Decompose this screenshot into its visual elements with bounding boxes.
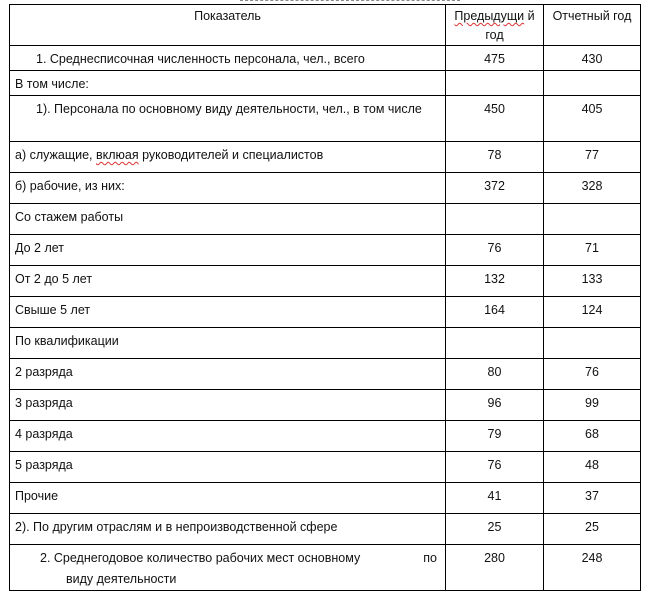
row-current-value bbox=[544, 204, 641, 235]
header-current-year: Отчетный год bbox=[544, 5, 641, 46]
table-row bbox=[10, 483, 641, 514]
row-previous-value: 25 bbox=[446, 514, 544, 545]
row-label-part3: виду деятельности bbox=[66, 572, 177, 586]
row-label: 5 разряда bbox=[10, 452, 446, 483]
table-row bbox=[10, 359, 641, 390]
row-label: 2 разряда bbox=[10, 359, 446, 390]
row-label: 1. Среднесписочная численность персонала, чел., всего bbox=[10, 46, 446, 71]
row-previous-value: 80 bbox=[446, 359, 544, 390]
table-row bbox=[10, 421, 641, 452]
row-previous-value bbox=[446, 328, 544, 359]
row-previous-value: 79 bbox=[446, 421, 544, 452]
row-current-value: 248 bbox=[544, 545, 641, 591]
row-previous-value: 164 bbox=[446, 297, 544, 328]
row-current-value: 25 bbox=[544, 514, 641, 545]
row-current-value: 124 bbox=[544, 297, 641, 328]
row-label: 3 разряда bbox=[10, 390, 446, 421]
personnel-table bbox=[9, 4, 641, 591]
row-label: б) рабочие, из них: bbox=[10, 173, 446, 204]
row-previous-value bbox=[446, 71, 544, 96]
cropped-previous-line bbox=[240, 0, 460, 3]
row-current-value bbox=[544, 71, 641, 96]
table-row bbox=[10, 452, 641, 483]
table-row bbox=[10, 235, 641, 266]
row-previous-value: 41 bbox=[446, 483, 544, 514]
row-current-value: 71 bbox=[544, 235, 641, 266]
row-label: Прочие bbox=[10, 483, 446, 514]
row-previous-value: 78 bbox=[446, 142, 544, 173]
row-label-part1: а) служащие, bbox=[15, 148, 96, 162]
row-previous-value: 372 bbox=[446, 173, 544, 204]
row-label: Со стажем работы bbox=[10, 204, 446, 235]
row-current-value: 77 bbox=[544, 142, 641, 173]
row-label: 1). Персонала по основному виду деятельности, чел., в том числе bbox=[10, 96, 446, 142]
row-label-misspelled-word: вклюая bbox=[96, 148, 139, 162]
table-row bbox=[10, 328, 641, 359]
row-previous-value: 132 bbox=[446, 266, 544, 297]
header-indicator: Показатель bbox=[10, 5, 446, 46]
row-label-part2: по bbox=[423, 551, 437, 565]
header-previous-year-part2: й год bbox=[485, 9, 535, 42]
row-previous-value: 76 bbox=[446, 235, 544, 266]
table-row bbox=[10, 142, 641, 173]
table-row bbox=[10, 173, 641, 204]
document-table-wrapper bbox=[9, 4, 641, 591]
row-current-value: 133 bbox=[544, 266, 641, 297]
table-row bbox=[10, 514, 641, 545]
row-label: По квалификации bbox=[10, 328, 446, 359]
row-previous-value: 280 bbox=[446, 545, 544, 591]
row-current-value: 37 bbox=[544, 483, 641, 514]
row-previous-value: 76 bbox=[446, 452, 544, 483]
table-row bbox=[10, 545, 641, 591]
row-current-value: 48 bbox=[544, 452, 641, 483]
row-previous-value: 450 bbox=[446, 96, 544, 142]
row-current-value: 99 bbox=[544, 390, 641, 421]
table-row bbox=[10, 390, 641, 421]
row-current-value: 76 bbox=[544, 359, 641, 390]
header-previous-year bbox=[446, 5, 544, 46]
row-label bbox=[10, 142, 446, 173]
row-label-part1: 2. Среднегодовое количество рабочих мест основному bbox=[40, 551, 361, 565]
header-previous-year-part1: Предыдущи bbox=[454, 9, 525, 23]
row-label: До 2 лет bbox=[10, 235, 446, 266]
row-label: В том числе: bbox=[10, 71, 446, 96]
table-row bbox=[10, 71, 641, 96]
row-current-value: 328 bbox=[544, 173, 641, 204]
row-current-value: 68 bbox=[544, 421, 641, 452]
row-current-value bbox=[544, 328, 641, 359]
row-current-value: 405 bbox=[544, 96, 641, 142]
row-current-value: 430 bbox=[544, 46, 641, 71]
row-label: 2). По другим отраслям и в непроизводственной сфере bbox=[10, 514, 446, 545]
row-label-part3: руководителей и специалистов bbox=[138, 148, 324, 162]
table-row bbox=[10, 46, 641, 71]
row-label: Свыше 5 лет bbox=[10, 297, 446, 328]
table-row bbox=[10, 297, 641, 328]
row-previous-value: 96 bbox=[446, 390, 544, 421]
row-previous-value bbox=[446, 204, 544, 235]
table-header-row bbox=[10, 5, 641, 46]
table-row bbox=[10, 204, 641, 235]
row-previous-value: 475 bbox=[446, 46, 544, 71]
row-label bbox=[10, 545, 446, 591]
table-row bbox=[10, 96, 641, 142]
row-label: 4 разряда bbox=[10, 421, 446, 452]
row-label: От 2 до 5 лет bbox=[10, 266, 446, 297]
table-row bbox=[10, 266, 641, 297]
